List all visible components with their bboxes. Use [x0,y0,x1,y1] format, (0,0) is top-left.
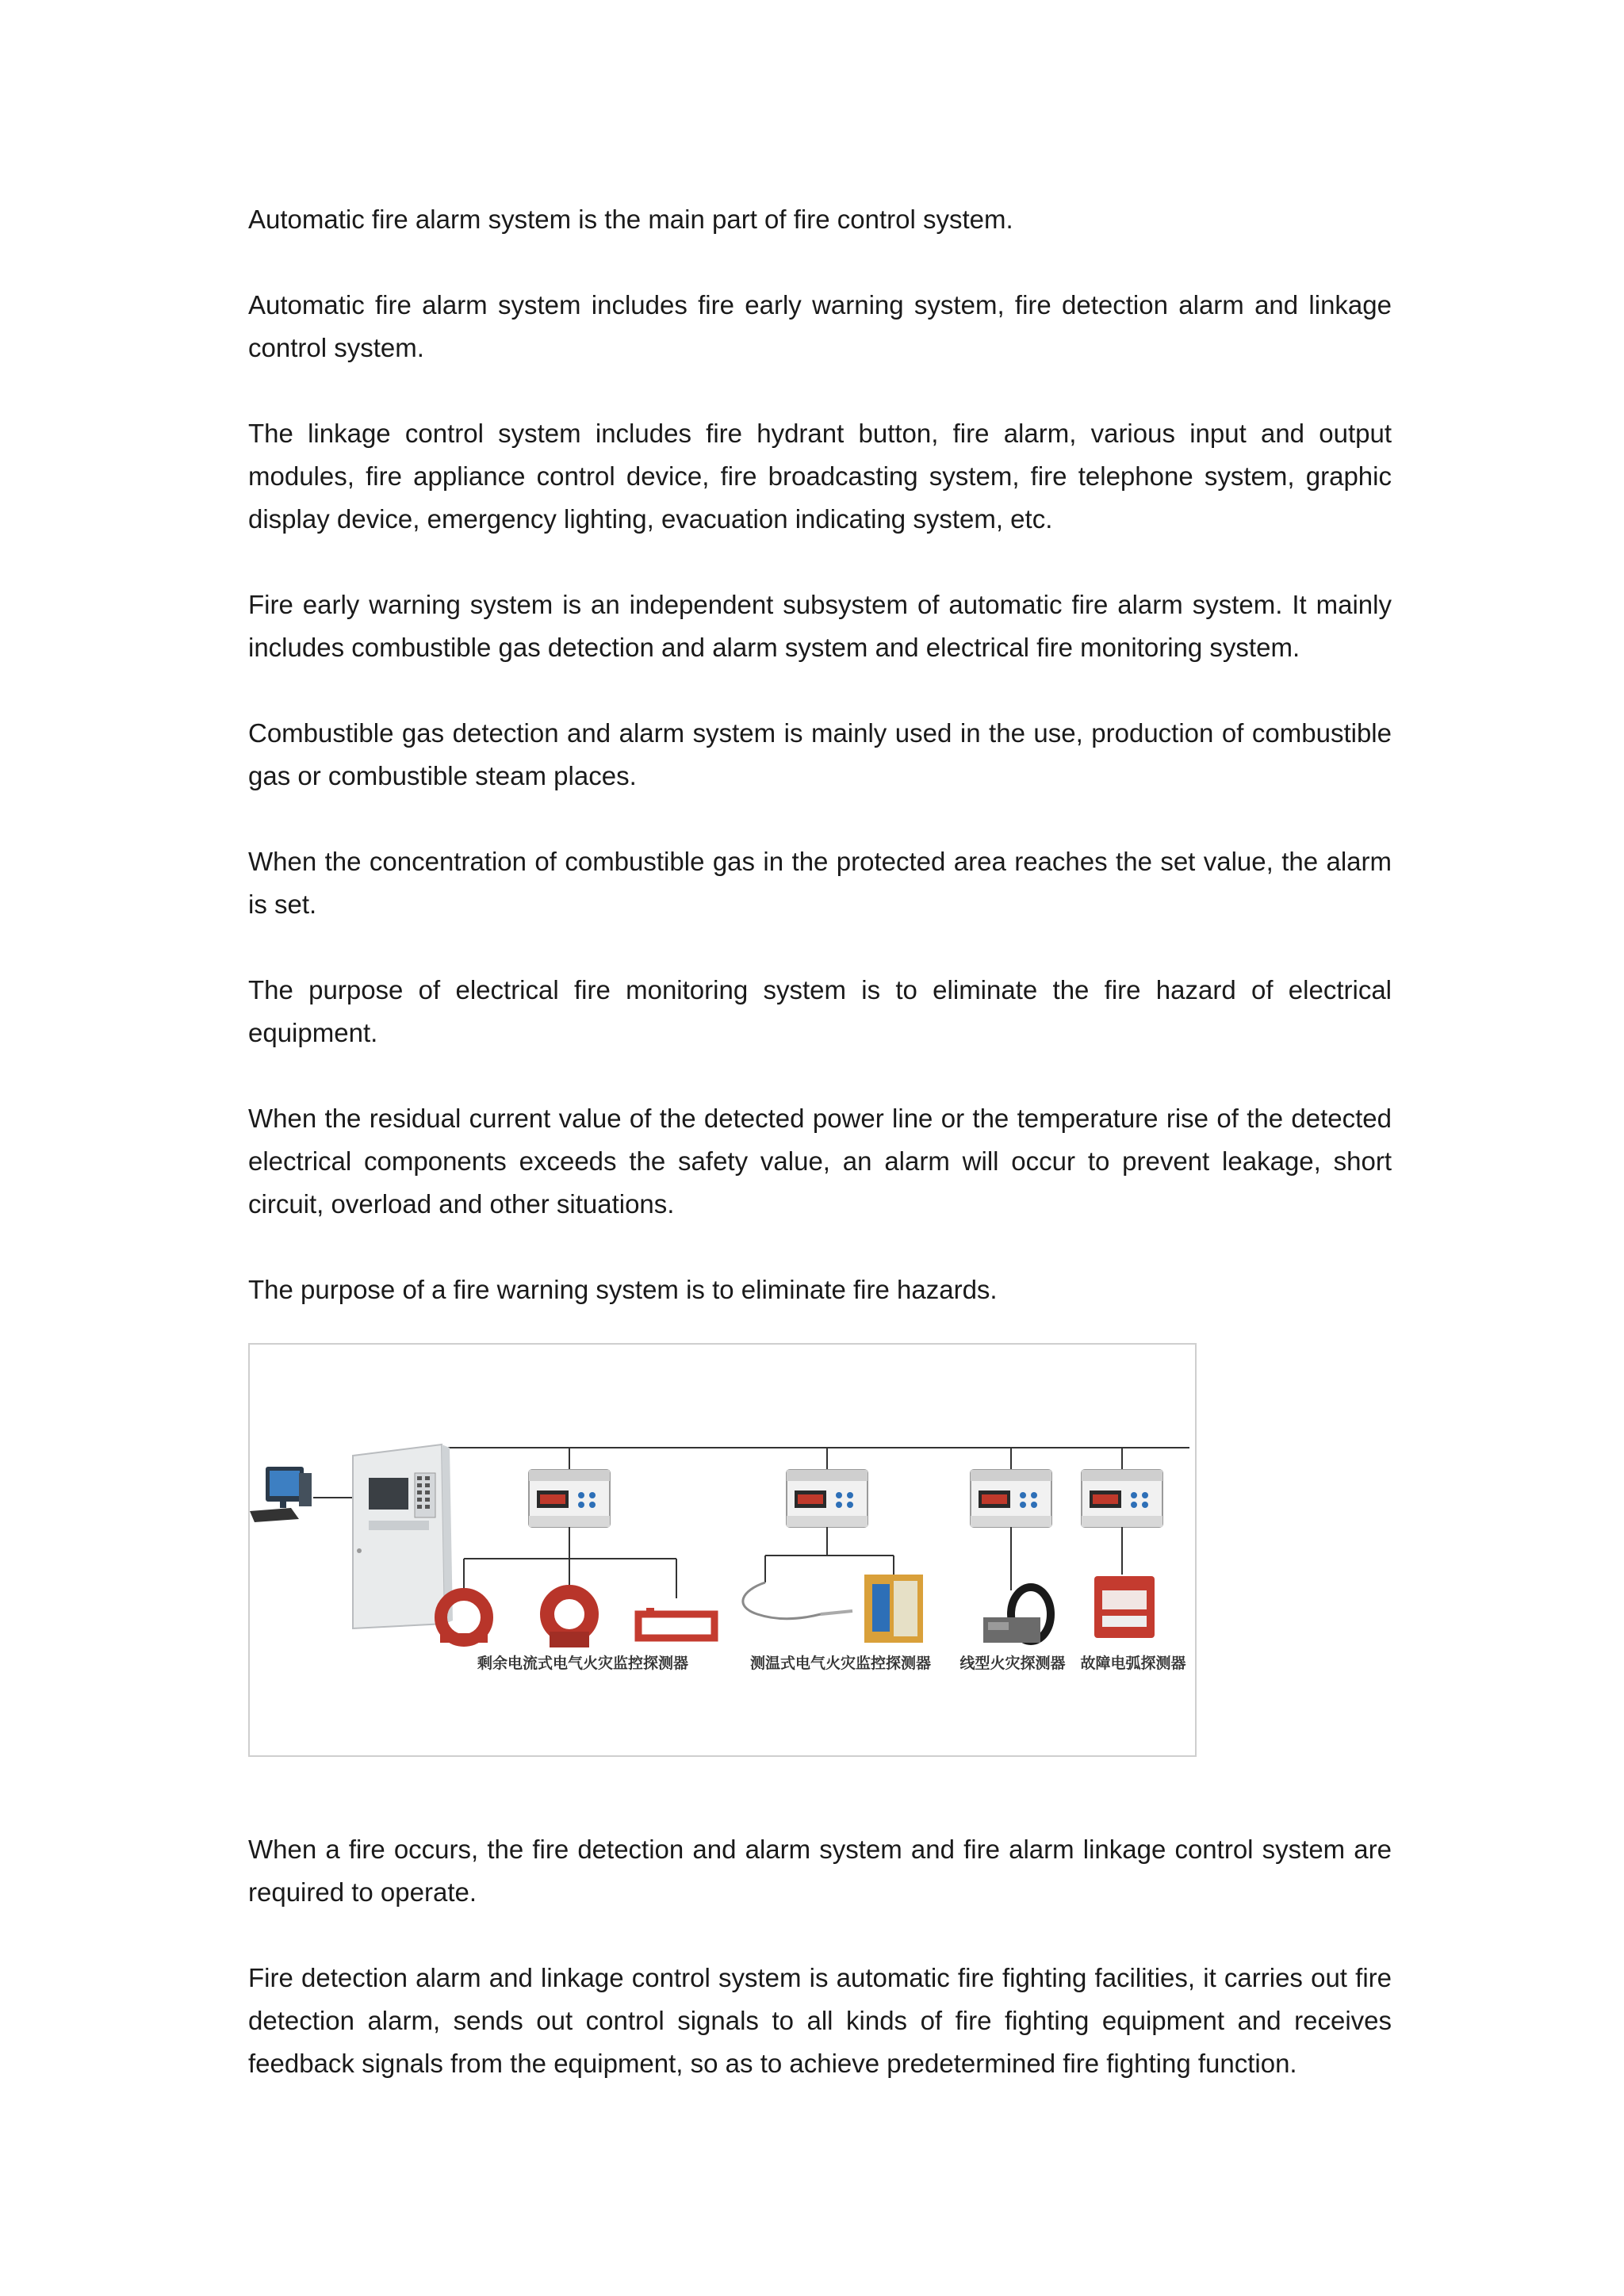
paragraph-6: When the concentration of combustible gas in the protected area reaches the set value, the alarm is set. [248,847,1392,919]
control-panel-icon [353,1445,453,1628]
paragraph-1: Automatic fire alarm system is the main part of fire control system. [248,205,1013,234]
diagram-svg [250,1345,1198,1758]
paragraph-8: When the residual current value of the detected power line or the temperature rise of the detected electrical components exceeds the safety value, an alarm will occur to prevent leakage, short circuit, overload and other situations. [248,1104,1392,1219]
paragraph-11: Fire detection alarm and linkage control system is automatic fire fighting facilities, it carries out fire detection alarm, sends out control signals to all kinds of fire fighting equipment and receives feedback signals from the equipment, so as to achieve predetermined fire fighting function. [248,1963,1392,2078]
electrical-fire-monitoring-diagram [248,1343,1197,1757]
caption-linear-fire-detector: 线型火灾探测器 [959,1655,1066,1672]
monitor-module-2 [787,1470,868,1527]
paragraph-7: The purpose of electrical fire monitoring system is to eliminate the fire hazard of electrical equipment. [248,975,1392,1047]
paragraph-5: Combustible gas detection and alarm system is mainly used in the use, production of combustible gas or combustible steam places. [248,718,1392,790]
computer-icon [250,1467,312,1522]
caption-residual-current-detector: 剩余电流式电气火灾监控探测器 [477,1655,689,1672]
paragraph-10: When a fire occurs, the fire detection and alarm system and fire alarm linkage control system are required to operate. [248,1835,1392,1907]
paragraph-4: Fire early warning system is an independent subsystem of automatic fire alarm system. It mainly includes combustible gas detection and alarm system and electrical fire monitoring system. [248,590,1392,662]
arc-fault-detector-icon [1094,1576,1155,1638]
residual-current-transformer-icons [440,1592,714,1647]
paragraph-9: The purpose of a fire warning system is to eliminate fire hazards. [248,1275,998,1304]
caption-temperature-detector: 测温式电气火灾监控探测器 [749,1655,932,1672]
linear-fire-detector-icon [983,1587,1051,1643]
temperature-sensor-icons [743,1575,923,1643]
paragraph-3: The linkage control system includes fire hydrant button, fire alarm, various input and output modules, fire appliance control device, fire broadcasting system, fire telephone system, graphic display device, emergency lighting, evacuation indicating system, etc. [248,419,1392,534]
paragraph-2: Automatic fire alarm system includes fire early warning system, fire detection alarm and linkage control system. [248,290,1392,362]
monitor-module-1 [529,1470,610,1527]
caption-arc-fault-detector: 故障电弧探测器 [1080,1655,1186,1672]
monitor-module-3 [971,1470,1051,1527]
monitor-module-4 [1082,1470,1162,1527]
